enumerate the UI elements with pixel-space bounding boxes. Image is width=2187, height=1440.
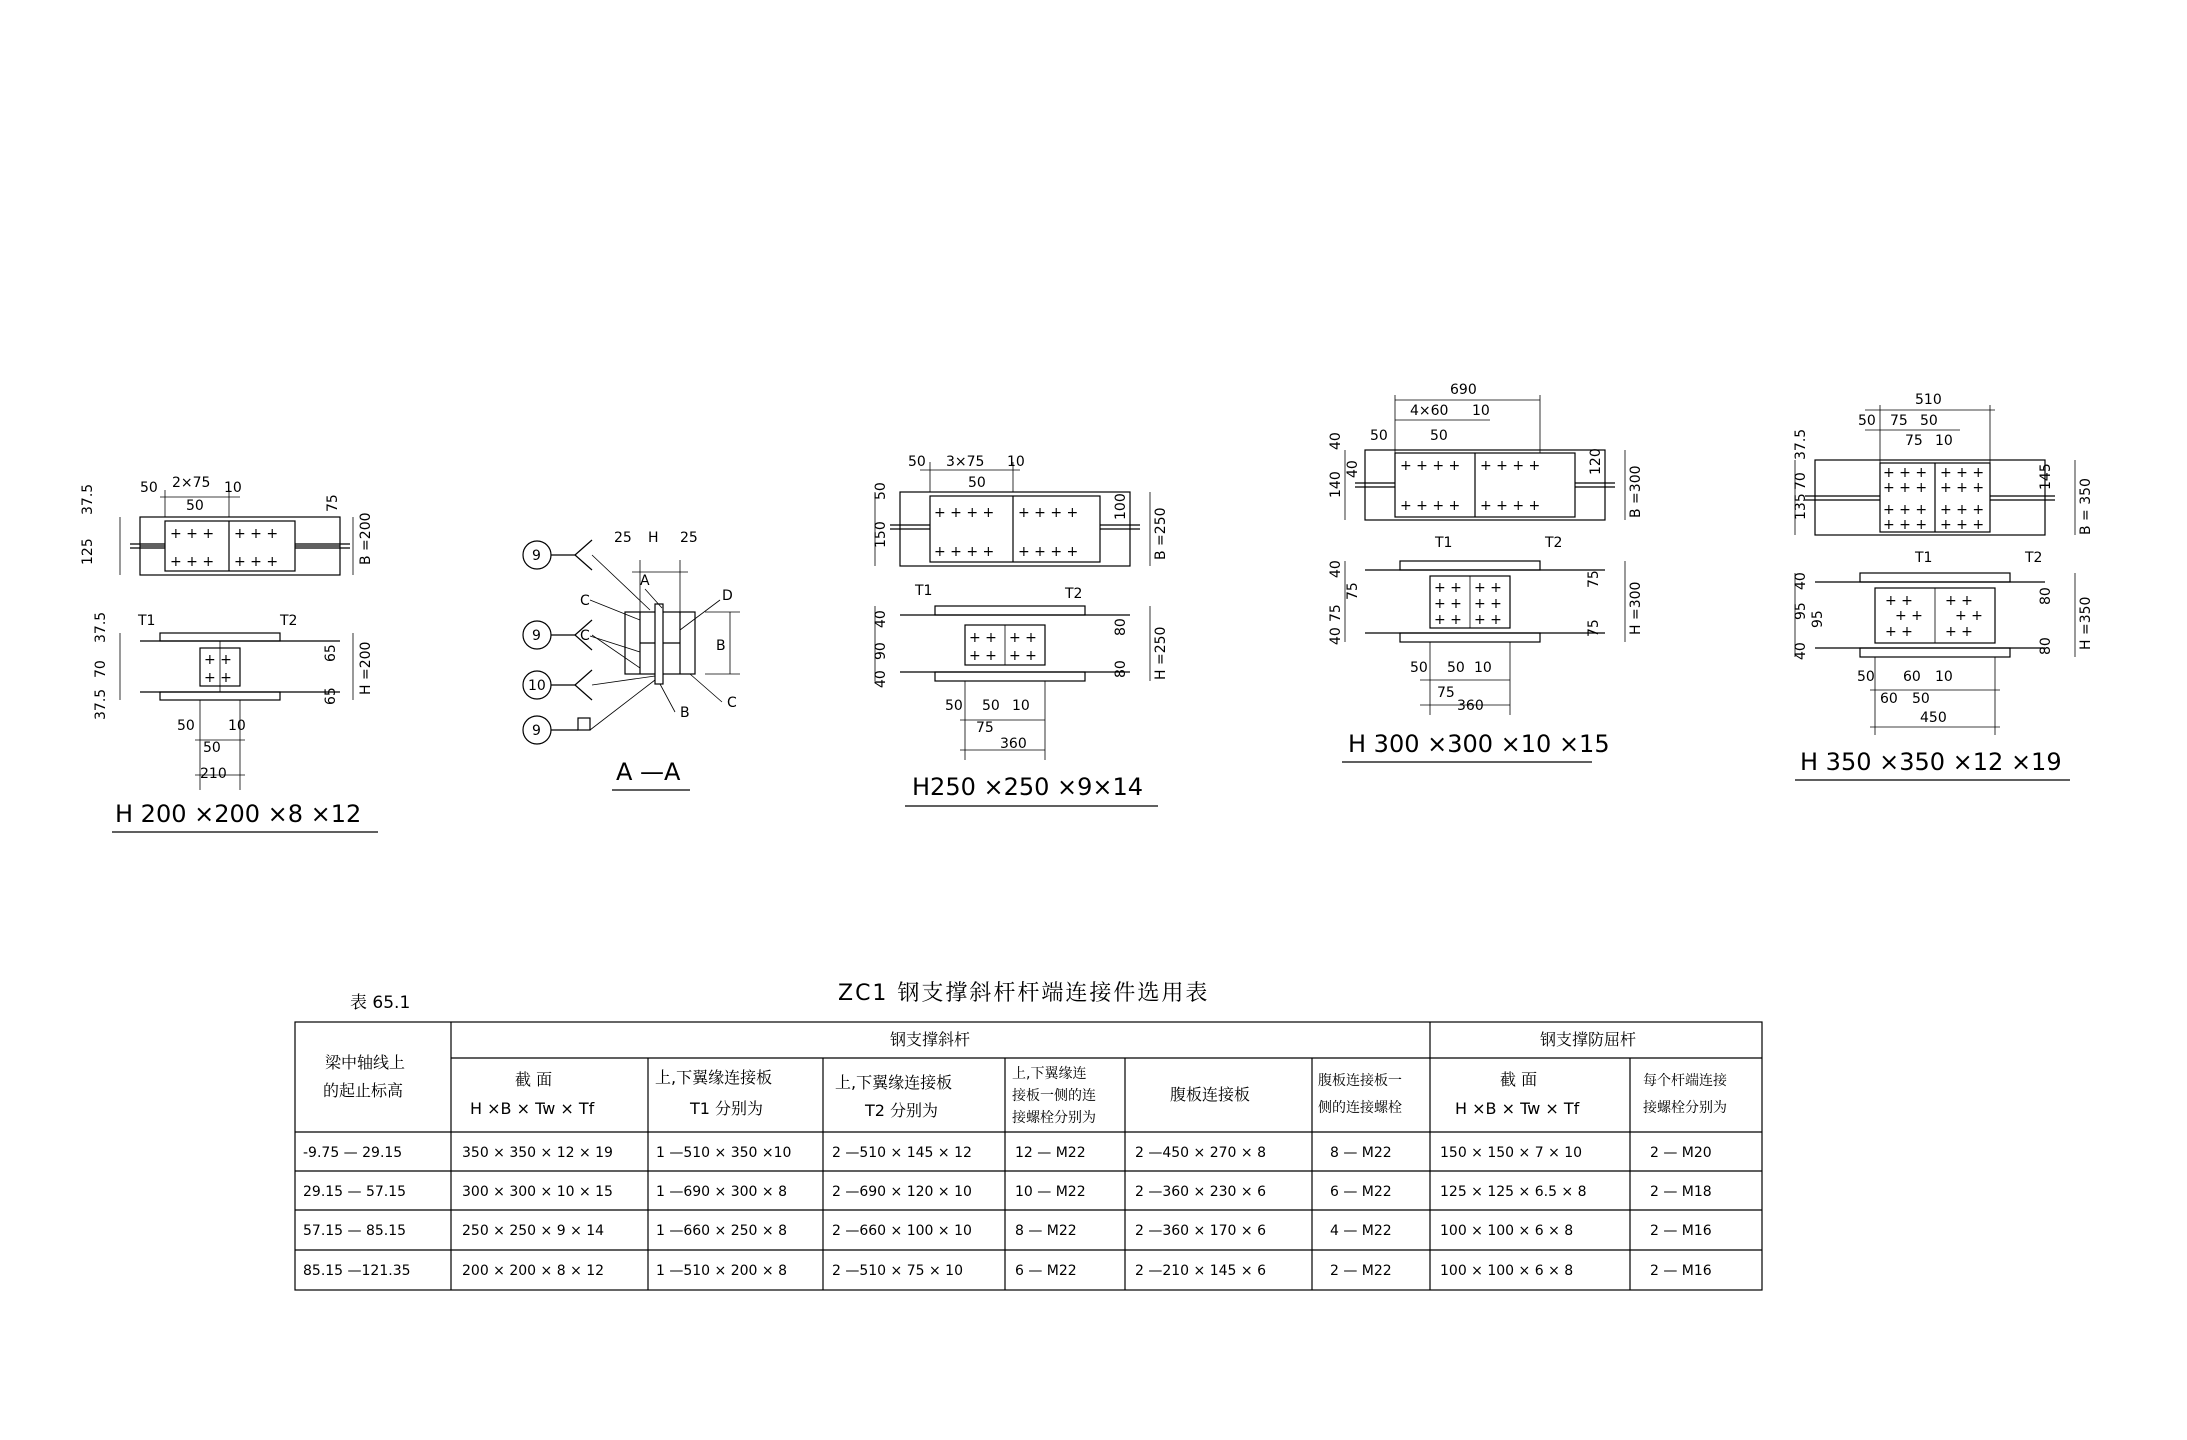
dim-top-1: 690 <box>1450 382 1477 398</box>
table-cell: 10 — M22 <box>1015 1184 1086 1200</box>
table-cell: 4 — M22 <box>1330 1223 1392 1239</box>
svg-text:+ + +: + + + <box>1940 502 1985 518</box>
dim-side-right-3: 80 <box>1113 660 1129 678</box>
dim-side-right-1: 80 <box>2038 587 2054 605</box>
dim-bottom-2: 50 <box>982 698 1000 714</box>
table-cell: 6 — M22 <box>1330 1184 1392 1200</box>
dim-top-2: 3×75 <box>946 454 985 470</box>
section-a-a <box>523 530 740 790</box>
dim-bottom-3: 10 <box>1935 669 1953 685</box>
table-cell: 250 × 250 × 9 × 14 <box>462 1223 605 1239</box>
table-cell: 8 — M22 <box>1330 1145 1392 1161</box>
dim-top-3: 10 <box>1007 454 1025 470</box>
svg-text:+ +: + + <box>969 630 997 646</box>
dim-top-4: 50 <box>1920 413 1938 429</box>
dim-top-4: 50 <box>968 475 986 491</box>
dim-bottom-1: 50 <box>945 698 963 714</box>
dim-left-2: 70 <box>1793 472 1809 490</box>
svg-text:+ +: + + <box>1009 648 1037 664</box>
dim-top-1: 50 <box>908 454 926 470</box>
dim-bottom-2: 60 <box>1903 669 1921 685</box>
plan-view <box>873 454 1169 566</box>
svg-text:+ + +: + + + <box>1883 502 1928 518</box>
dim-bottom-5: 360 <box>1457 698 1484 714</box>
table-cell: 57.15 — 85.15 <box>303 1223 407 1239</box>
svg-text:+ + +: + + + <box>1883 465 1928 481</box>
dim-top-2: 4×60 <box>1410 403 1449 419</box>
svg-text:+ + + +: + + + + <box>1400 458 1461 474</box>
col7-line2: H ×B × Tw × Tf <box>1455 1099 1580 1118</box>
dim-right-1: 145 <box>2038 463 2054 490</box>
svg-text:+ +: + + <box>1009 630 1037 646</box>
dim-left-2: 140 <box>1328 471 1344 498</box>
svg-text:+ +: + + <box>1955 608 1983 624</box>
dim-side-left-2: 75 <box>1345 582 1361 600</box>
table-title: ZC1 钢支撑斜杆杆端连接件选用表 <box>838 981 1210 1006</box>
svg-text:+ + +: + + + <box>1883 517 1928 533</box>
dim-side-left-3: 95 <box>1810 610 1826 628</box>
plan-view <box>80 475 374 575</box>
dim-side-left-2: 95 <box>1793 602 1809 620</box>
dim-bottom-5: 360 <box>1000 736 1027 752</box>
dim-top-4: 50 <box>1370 428 1388 444</box>
col1-line2: H ×B × Tw × Tf <box>470 1099 595 1118</box>
table-cell: 2 —360 × 230 × 6 <box>1135 1184 1266 1200</box>
col7-line1: 截 面 <box>1500 1070 1538 1089</box>
table-cell: 85.15 —121.35 <box>303 1263 411 1279</box>
svg-text:+ +: + + <box>1474 612 1502 628</box>
table-cell: 2 —510 × 75 × 10 <box>832 1263 963 1279</box>
dim-top-4: 50 <box>186 498 204 514</box>
group-header-brb: 钢支撑防屈杆 <box>1540 1030 1637 1049</box>
svg-text:+ + +: + + + <box>234 554 279 570</box>
dim-bottom-3: 10 <box>1012 698 1030 714</box>
dim-top-1: 510 <box>1915 392 1942 408</box>
svg-text:+ +: + + <box>1945 624 1973 640</box>
table-cell: 2 —210 × 145 × 6 <box>1135 1263 1266 1279</box>
table-cell: 350 × 350 × 12 × 19 <box>462 1145 613 1161</box>
elevation-view <box>93 612 374 790</box>
detail-caption: H 200 ×200 ×8 ×12 <box>115 800 362 828</box>
elevation-view <box>1328 535 1644 715</box>
dim-bottom-3: 10 <box>1474 660 1492 676</box>
dim-bottom-4: 210 <box>200 766 227 782</box>
aa-label-c-1: C <box>580 593 590 609</box>
dim-side-left-1: 37.5 <box>93 611 109 643</box>
dim-left-2: 150 <box>873 521 889 548</box>
col4-line3: 接螺栓分别为 <box>1012 1110 1096 1126</box>
dim-right-2: B =250 <box>1153 507 1169 560</box>
table-cell: 2 —510 × 145 × 12 <box>832 1145 972 1161</box>
aa-label-a: A <box>640 573 650 589</box>
col6-line2: 侧的连接螺栓 <box>1318 1100 1402 1116</box>
table-cell: 300 × 300 × 10 × 15 <box>462 1184 613 1200</box>
col5-line1: 腹板连接板 <box>1170 1085 1251 1104</box>
aa-dim-25-left: 25 <box>614 530 632 546</box>
dim-bottom-4: 75 <box>976 720 994 736</box>
dim-bottom-2: 10 <box>228 718 246 734</box>
detail-h350 <box>1793 392 2094 780</box>
svg-text:+ +: + + <box>1885 624 1913 640</box>
svg-text:+ + +: + + + <box>1940 465 1985 481</box>
label-t2: T2 <box>1545 535 1563 551</box>
dim-side-right-3: 65 <box>323 687 339 705</box>
dim-bottom-1: 50 <box>1410 660 1428 676</box>
dim-top-3: 75 <box>1890 413 1908 429</box>
table-cell: 100 × 100 × 6 × 8 <box>1440 1263 1574 1279</box>
svg-text:+ + + +: + + + + <box>1480 498 1541 514</box>
dim-side-left-2: 90 <box>873 642 889 660</box>
svg-text:9: 9 <box>532 548 541 564</box>
dim-bottom-4: 60 <box>1880 691 1898 707</box>
row-header: 梁中轴线上 <box>325 1053 406 1072</box>
dim-side-left-2: 70 <box>93 660 109 678</box>
dim-bottom-4: 75 <box>1437 685 1455 701</box>
detail-h250 <box>873 454 1169 806</box>
dim-left-1: 40 <box>1328 432 1344 450</box>
detail-h300 <box>1328 382 1644 762</box>
col3-line2: T2 分别为 <box>865 1101 939 1120</box>
dim-side-left-4: 75 <box>1328 604 1344 622</box>
dim-side-left-1: 40 <box>1328 560 1344 578</box>
svg-text:+ + + +: + + + + <box>934 505 995 521</box>
svg-text:9: 9 <box>532 628 541 644</box>
table-cell: 125 × 125 × 6.5 × 8 <box>1440 1184 1587 1200</box>
svg-text:10: 10 <box>528 678 546 694</box>
dim-top-2: 2×75 <box>172 475 211 491</box>
table-body <box>303 1145 1712 1279</box>
label-t2: T2 <box>2025 550 2043 566</box>
row-header-2: 的起止标高 <box>323 1081 404 1100</box>
dim-side-right-2: H =250 <box>1153 626 1169 680</box>
svg-text:+ + + +: + + + + <box>1400 498 1461 514</box>
aa-dim-b: B <box>716 638 726 654</box>
svg-text:+ + +: + + + <box>170 526 215 542</box>
table-cell: 2 —450 × 270 × 8 <box>1135 1145 1266 1161</box>
col8-line2: 接螺栓分别为 <box>1643 1100 1727 1116</box>
dim-bottom-3: 50 <box>203 740 221 756</box>
col2-line2: T1 分别为 <box>690 1099 764 1118</box>
svg-text:+ +: + + <box>1885 593 1913 609</box>
dim-side-left-1: 40 <box>873 610 889 628</box>
dim-right-2: B =300 <box>1628 465 1644 518</box>
detail-caption: H 350 ×350 ×12 ×19 <box>1800 748 2062 776</box>
col8-line1: 每个杆端连接 <box>1643 1073 1727 1089</box>
svg-text:+ +: + + <box>1945 593 1973 609</box>
dim-top-3: 10 <box>224 480 242 496</box>
table-cell: 1 —510 × 200 × 8 <box>656 1263 787 1279</box>
table-cell: 200 × 200 × 8 × 12 <box>462 1263 605 1279</box>
plan-view <box>1328 382 1644 520</box>
label-t2: T2 <box>280 613 298 629</box>
table-cell: 100 × 100 × 6 × 8 <box>1440 1223 1574 1239</box>
table-number: 表 65.1 <box>350 993 411 1013</box>
dim-top-5: 75 <box>1905 433 1923 449</box>
col4-line2: 接板一侧的连 <box>1012 1088 1096 1104</box>
dim-right-1: 75 <box>325 494 341 512</box>
aa-label-c-2: C <box>580 628 590 644</box>
dim-top-6: 10 <box>1935 433 1953 449</box>
col2-line1: 上,下翼缘连接板 <box>655 1068 773 1087</box>
svg-text:+ +: + + <box>1434 596 1462 612</box>
aa-label-b: B <box>680 705 690 721</box>
table-cell: 6 — M22 <box>1015 1263 1077 1279</box>
dim-side-left-3: 40 <box>873 670 889 688</box>
aa-caption: A —A <box>616 758 681 786</box>
table-cell: 2 — M16 <box>1650 1263 1712 1279</box>
svg-text:+ +: + + <box>1474 580 1502 596</box>
svg-text:+ + +: + + + <box>1940 480 1985 496</box>
dim-right-2: B = 350 <box>2078 478 2094 535</box>
table-cell: 2 —360 × 170 × 6 <box>1135 1223 1266 1239</box>
dim-bottom-2: 50 <box>1447 660 1465 676</box>
svg-text:+ + +: + + + <box>234 526 279 542</box>
table-cell: 2 — M20 <box>1650 1145 1712 1161</box>
dim-side-right-1: 75 <box>1586 570 1602 588</box>
group-header-brace: 钢支撑斜杆 <box>890 1030 971 1049</box>
table-cell: 150 × 150 × 7 × 10 <box>1440 1145 1583 1161</box>
detail-caption: H 300 ×300 ×10 ×15 <box>1348 730 1610 758</box>
dim-side-right-2: H =200 <box>358 641 374 695</box>
dim-bottom-6: 450 <box>1920 710 1947 726</box>
dim-side-right-3: 80 <box>2038 637 2054 655</box>
table-cell: 2 —660 × 100 × 10 <box>832 1223 972 1239</box>
dim-side-right-2: H =350 <box>2078 596 2094 650</box>
dim-side-left-1: 40 <box>1793 572 1809 590</box>
elevation-view <box>1793 550 2094 735</box>
dim-left-1: 37.5 <box>80 483 96 515</box>
label-t2: T2 <box>1065 586 1083 602</box>
svg-text:+ + +: + + + <box>170 554 215 570</box>
dim-left-1: 37.5 <box>1793 428 1809 460</box>
svg-text:+ +: + + <box>969 648 997 664</box>
dim-top-5: 50 <box>1430 428 1448 444</box>
detail-caption: H250 ×250 ×9×14 <box>912 773 1144 801</box>
svg-text:+ +: + + <box>1434 580 1462 596</box>
dim-side-right-1: 80 <box>1113 618 1129 636</box>
table-cell: 2 — M18 <box>1650 1184 1712 1200</box>
elevation-view <box>873 583 1169 760</box>
dim-left-3: 135 <box>1793 493 1809 520</box>
svg-text:+ +: + + <box>1434 612 1462 628</box>
table-cell: -9.75 — 29.15 <box>303 1145 403 1161</box>
col1-line1: 截 面 <box>515 1070 553 1089</box>
svg-text:9: 9 <box>532 723 541 739</box>
dim-left-3: 40 <box>1345 460 1361 478</box>
svg-text:+ + + +: + + + + <box>934 544 995 560</box>
svg-text:+ +: + + <box>1895 608 1923 624</box>
aa-label-c-3: C <box>727 695 737 711</box>
dim-right-1: 100 <box>1113 493 1129 520</box>
dim-left-2: 125 <box>80 538 96 565</box>
plan-view <box>1793 392 2094 535</box>
table-cell: 1 —660 × 250 × 8 <box>656 1223 787 1239</box>
table-cell: 12 — M22 <box>1015 1145 1086 1161</box>
label-t1: T1 <box>1915 550 1933 566</box>
aa-dim-25-right: 25 <box>680 530 698 546</box>
aa-label-d: D <box>722 588 733 604</box>
table-cell: 2 — M22 <box>1330 1263 1392 1279</box>
svg-text:+ +: + + <box>1474 596 1502 612</box>
dim-top-3: 10 <box>1472 403 1490 419</box>
dim-bottom-5: 50 <box>1912 691 1930 707</box>
dim-top-2: 50 <box>1858 413 1876 429</box>
dim-bottom-1: 50 <box>177 718 195 734</box>
table-cell: 1 —510 × 350 ×10 <box>656 1145 792 1161</box>
table-cell: 8 — M22 <box>1015 1223 1077 1239</box>
dim-left-1: 50 <box>873 482 889 500</box>
svg-text:+ +: + + <box>204 670 232 686</box>
svg-text:+ +: + + <box>204 652 232 668</box>
dim-bottom-1: 50 <box>1857 669 1875 685</box>
dim-top-1: 50 <box>140 480 158 496</box>
svg-text:+ + + +: + + + + <box>1480 458 1541 474</box>
dim-right-1: 120 <box>1588 448 1604 475</box>
label-t1: T1 <box>915 583 933 599</box>
aa-dim-h: H <box>648 530 659 546</box>
table-cell: 1 —690 × 300 × 8 <box>656 1184 787 1200</box>
col6-line1: 腹板连接板一 <box>1318 1073 1402 1089</box>
col4-line1: 上,下翼缘连 <box>1012 1066 1087 1082</box>
label-t1: T1 <box>138 613 156 629</box>
dim-side-right-2: H =300 <box>1628 581 1644 635</box>
dim-side-left-3: 37.5 <box>93 688 109 720</box>
selection-table <box>295 981 1762 1290</box>
svg-text:+ + + +: + + + + <box>1018 505 1079 521</box>
label-t1: T1 <box>1435 535 1453 551</box>
dim-side-right-1: 65 <box>323 644 339 662</box>
svg-text:+ + +: + + + <box>1940 517 1985 533</box>
table-cell: 2 — M16 <box>1650 1223 1712 1239</box>
table-cell: 29.15 — 57.15 <box>303 1184 407 1200</box>
svg-text:+ + +: + + + <box>1883 480 1928 496</box>
col3-line1: 上,下翼缘连接板 <box>835 1073 953 1092</box>
dim-side-right-3: 75 <box>1586 619 1602 637</box>
svg-text:+ + + +: + + + + <box>1018 544 1079 560</box>
detail-h200 <box>80 475 378 832</box>
dim-side-left-3: 40 <box>1328 627 1344 645</box>
dim-side-left-4: 40 <box>1793 642 1809 660</box>
table-cell: 2 —690 × 120 × 10 <box>832 1184 972 1200</box>
dim-right-2: B =200 <box>358 512 374 565</box>
